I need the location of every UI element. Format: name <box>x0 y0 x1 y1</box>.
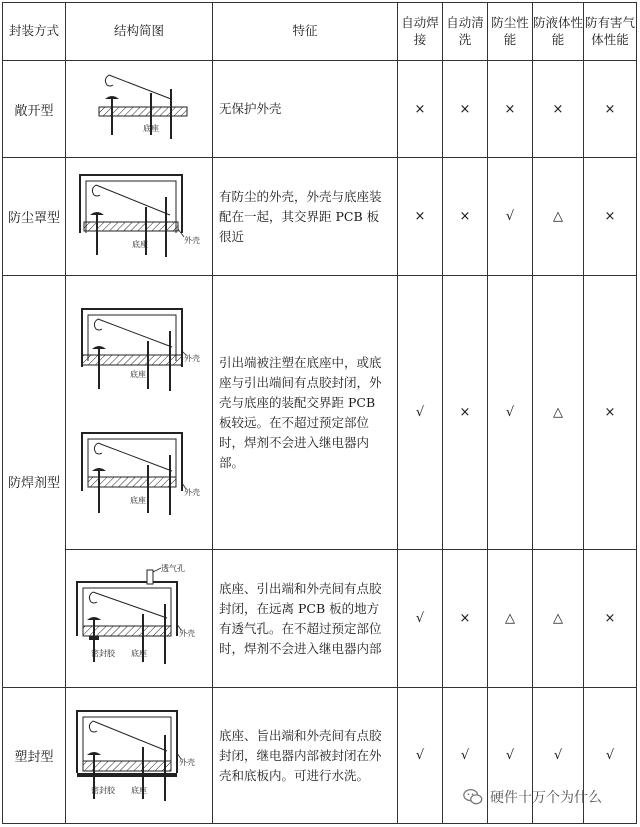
diagram-flux-proof-b <box>66 550 213 688</box>
mark-auto-clean: × <box>443 276 488 550</box>
mark-dust: × <box>488 61 533 158</box>
diagram-plastic-sealed <box>66 688 213 824</box>
table-row <box>3 61 637 158</box>
diagram-dust-cover <box>66 158 213 276</box>
table-row <box>3 550 637 688</box>
feature-text: 底座、引出端和外壳间有点胶封闭，在远离 PCB 板的地方有透气孔。在不超过预定部位时，焊剂不会进入继电器内部 <box>213 550 398 688</box>
mark-gas: × <box>584 550 637 688</box>
seal-type: 敞开型 <box>3 61 66 158</box>
mark-liquid: △ <box>533 276 584 550</box>
label-shell: 外壳 <box>179 757 195 767</box>
structure-diagram <box>79 69 199 149</box>
watermark-text: 硬件十万个为什么 <box>490 790 602 806</box>
label-base: 底座 <box>143 124 159 133</box>
structure-diagram <box>74 167 204 267</box>
header-seal-type: 封装方式 <box>3 3 66 61</box>
structure-diagram <box>69 701 209 811</box>
header-liquid: 防液体性能 <box>533 3 584 61</box>
structure-diagram <box>69 564 209 674</box>
relay-seal-table <box>2 2 637 824</box>
label-shell: 外壳 <box>184 353 200 363</box>
header-auto-clean: 自动清洗 <box>443 3 488 61</box>
feature-text: 有防尘的外壳，外壳与底座装配在一起，其交界距 PCB 板很近 <box>213 158 398 276</box>
mark-auto-solder: × <box>398 158 443 276</box>
label-base: 底座 <box>132 239 148 249</box>
wechat-icon <box>462 786 484 808</box>
mark-auto-clean: √ <box>443 688 488 824</box>
label-vent: 透气孔 <box>161 563 185 573</box>
seal-type: 防尘罩型 <box>3 158 66 276</box>
mark-auto-clean: × <box>443 158 488 276</box>
mark-auto-solder: √ <box>398 688 443 824</box>
watermark <box>462 786 602 808</box>
diagram-flux-proof-a <box>66 276 213 550</box>
header-row <box>3 3 637 61</box>
seal-type: 塑封型 <box>3 688 66 824</box>
feature-text: 底座、旨出端和外壳间有点胶封闭，继电器内部被封闭在外壳和底板内。可进行水洗。 <box>213 688 398 824</box>
header-diagram: 结构简图 <box>66 3 213 61</box>
mark-dust: √ <box>488 158 533 276</box>
header-feature: 特征 <box>213 3 398 61</box>
mark-auto-solder: × <box>398 61 443 158</box>
table-row <box>3 158 637 276</box>
label-shell: 外壳 <box>179 628 195 638</box>
diagram-open <box>66 61 213 158</box>
mark-dust: △ <box>488 550 533 688</box>
label-sealant: 密封胶 <box>91 648 115 658</box>
mark-liquid: √ <box>533 688 584 824</box>
feature-text: 无保护外壳 <box>213 61 398 158</box>
label-base: 底座 <box>131 785 147 795</box>
label-sealant: 密封胶 <box>91 785 115 795</box>
feature-text: 引出端被注塑在底座中，或底座与引出端间有点胶封闭，外壳与底座的装配交界距 PCB 板较远。在不超过预定部位时，焊剂不会进入继电器内部。 <box>213 276 398 550</box>
mark-liquid: × <box>533 61 584 158</box>
structure-diagram <box>74 301 204 411</box>
mark-gas: √ <box>584 688 637 824</box>
label-base: 底座 <box>130 495 146 505</box>
mark-dust: √ <box>488 276 533 550</box>
table-row <box>3 276 637 550</box>
header-dust: 防尘性能 <box>488 3 533 61</box>
label-shell: 外壳 <box>184 487 200 497</box>
mark-gas: × <box>584 61 637 158</box>
mark-liquid: △ <box>533 158 584 276</box>
mark-auto-solder: √ <box>398 276 443 550</box>
seal-type: 防焊剂型 <box>3 276 66 688</box>
mark-liquid: △ <box>533 550 584 688</box>
mark-auto-clean: × <box>443 61 488 158</box>
label-shell: 外壳 <box>184 235 200 245</box>
label-base: 底座 <box>130 369 146 379</box>
header-auto-solder: 自动焊接 <box>398 3 443 61</box>
header-gas: 防有害气体性能 <box>584 3 637 61</box>
mark-auto-clean: × <box>443 550 488 688</box>
mark-gas: × <box>584 158 637 276</box>
mark-gas: × <box>584 276 637 550</box>
mark-dust: √ <box>488 688 533 824</box>
mark-auto-solder: √ <box>398 550 443 688</box>
label-base: 底座 <box>131 648 147 658</box>
structure-diagram <box>74 425 204 525</box>
